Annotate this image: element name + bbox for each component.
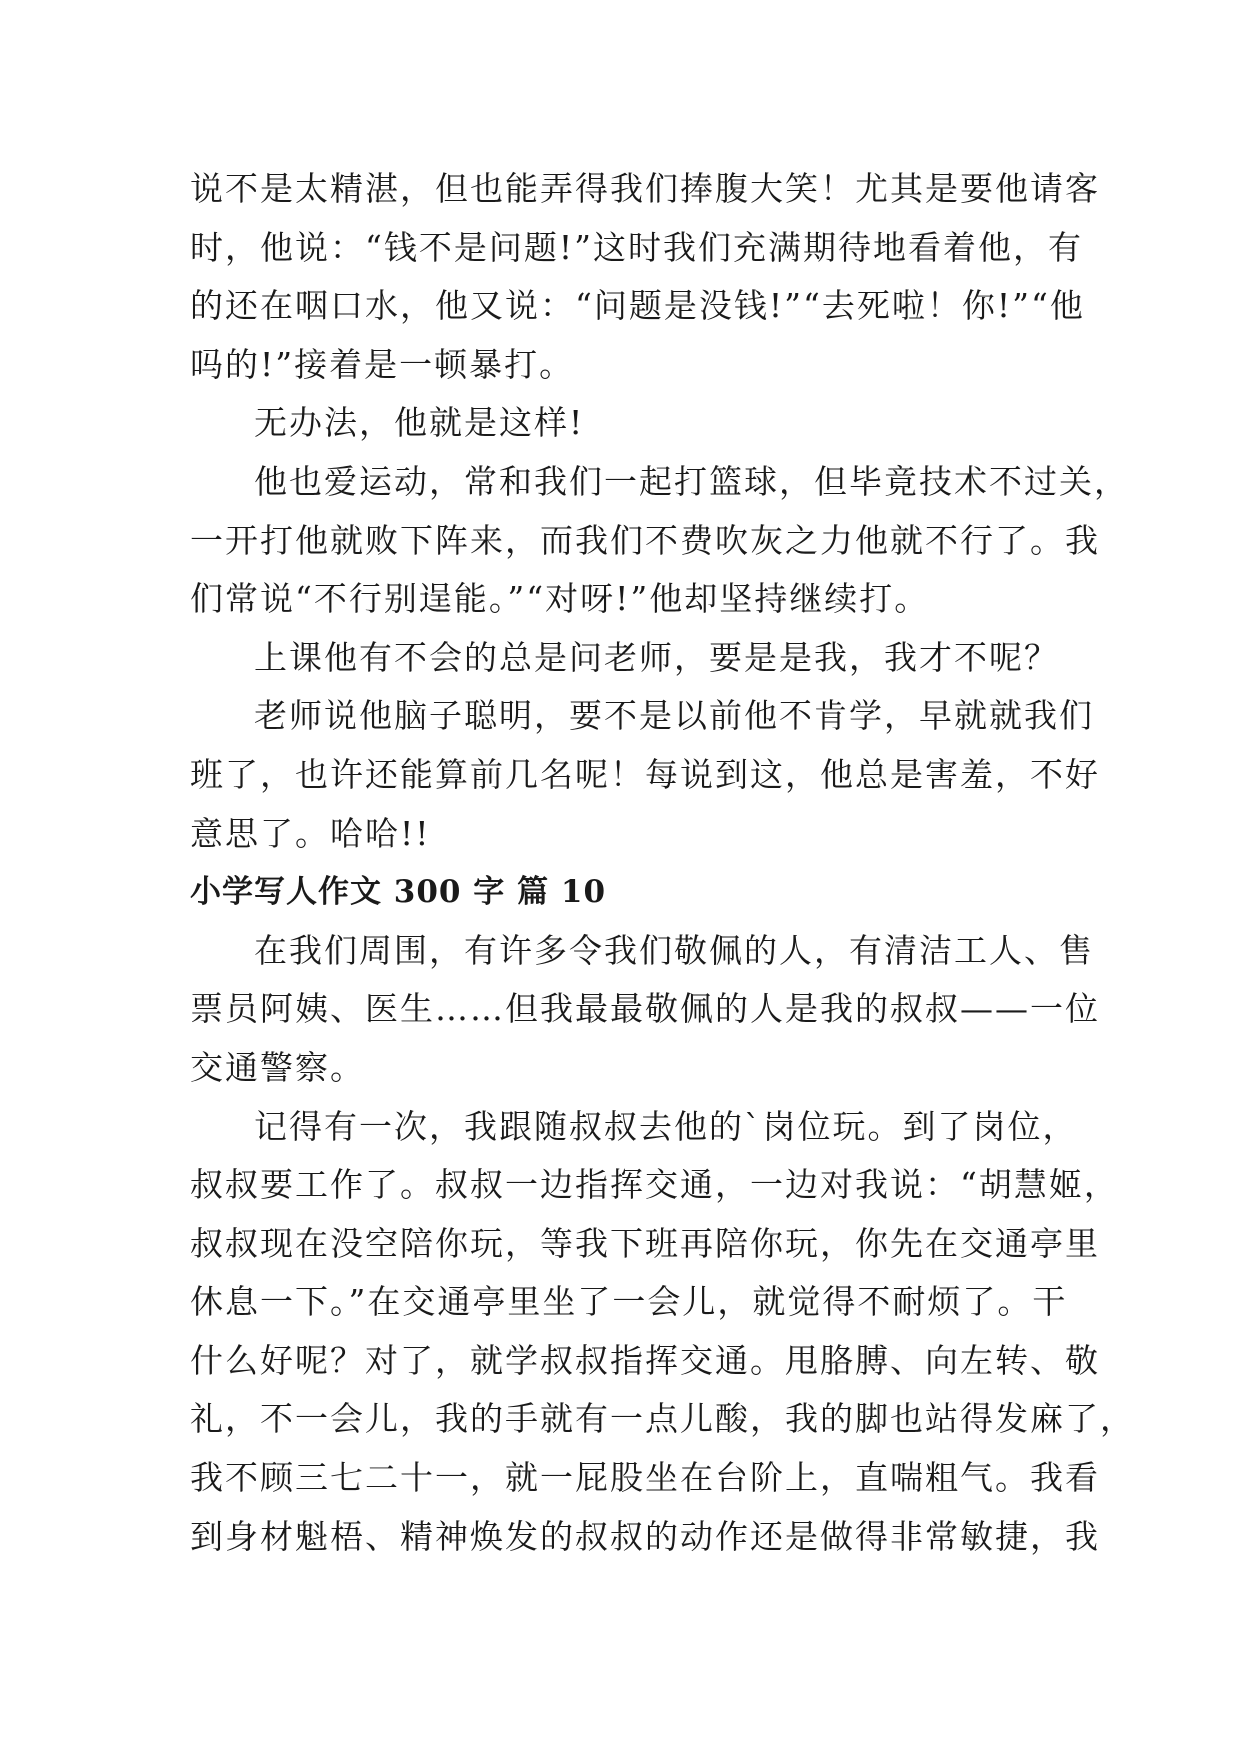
paragraph-3 [190, 453, 1129, 629]
text-line: 意思了。哈哈!! [190, 813, 431, 853]
text-line: 时，他说：“钱不是问题!”这时我们充满期待地看着他，有 [190, 227, 1084, 267]
text-line: 吗的!”接着是一顿暴打。 [190, 344, 575, 384]
text-line: 我不顾三七二十一，就一屁股坐在台阶上，直喘粗气。我看 [190, 1458, 1100, 1498]
text-line: 说不是太精湛，但也能弄得我们捧腹大笑！尤其是要他请客 [190, 169, 1100, 208]
document-page [190, 160, 1135, 1566]
text-line: 老师说他脑子聪明，要不是以前他不肯学，早就就我们 [254, 696, 1094, 736]
text-line: 礼，不一会儿，我的手就有一点儿酸，我的脚也站得发麻了， [190, 1399, 1135, 1439]
paragraph-5 [190, 687, 1100, 863]
text-line: 叔叔现在没空陪你玩，等我下班再陪你玩，你先在交通亭里 [190, 1223, 1100, 1263]
text-line: 无办法，他就是这样! [254, 403, 585, 443]
text-line: 一开打他就败下阵来，而我们不费吹灰之力他就不行了。我 [190, 520, 1100, 560]
text-line: 班了，也许还能算前几名呢！每说到这，他总是害羞，不好 [190, 754, 1100, 794]
text-line: 叔叔要工作了。叔叔一边指挥交通，一边对我说：“胡慧姬， [190, 1165, 1119, 1205]
text-line: 交通警察。 [190, 1047, 365, 1087]
text-line: 什么好呢？对了，就学叔叔指挥交通。甩胳膊、向左转、敬 [190, 1340, 1100, 1380]
text-line: 记得有一次，我跟随叔叔去他的`岗位玩。到了岗位， [254, 1106, 1078, 1146]
paragraph-2 [190, 394, 1070, 453]
text-line: 票员阿姨、医生……但我最最敬佩的人是我的叔叔——一位 [190, 989, 1100, 1029]
text-line: 他也爱运动，常和我们一起打篮球，但毕竟技术不过关， [254, 461, 1129, 501]
text-line: 们常说“不行别逞能。”“对呀!”他却坚持继续打。 [190, 579, 930, 619]
paragraph-7 [190, 1098, 1135, 1567]
paragraph-4 [190, 629, 1070, 688]
text-line: 上课他有不会的总是问老师，要是是我，我才不呢？ [254, 637, 1059, 677]
text-line: 休息一下。”在交通亭里坐了一会儿，就觉得不耐烦了。干 [190, 1282, 1068, 1322]
paragraph-1 [190, 160, 1100, 394]
section-heading: 小学写人作文 300 字 篇 10 [190, 874, 607, 911]
text-line: 的还在咽口水，他又说：“问题是没钱!”“去死啦！你!”“他 [190, 286, 1085, 326]
text-line: 在我们周围，有许多令我们敬佩的人，有清洁工人、售 [254, 930, 1094, 970]
text-line: 到身材魁梧、精神焕发的叔叔的动作还是做得非常敏捷，我 [190, 1516, 1100, 1556]
paragraph-6 [190, 922, 1100, 1098]
